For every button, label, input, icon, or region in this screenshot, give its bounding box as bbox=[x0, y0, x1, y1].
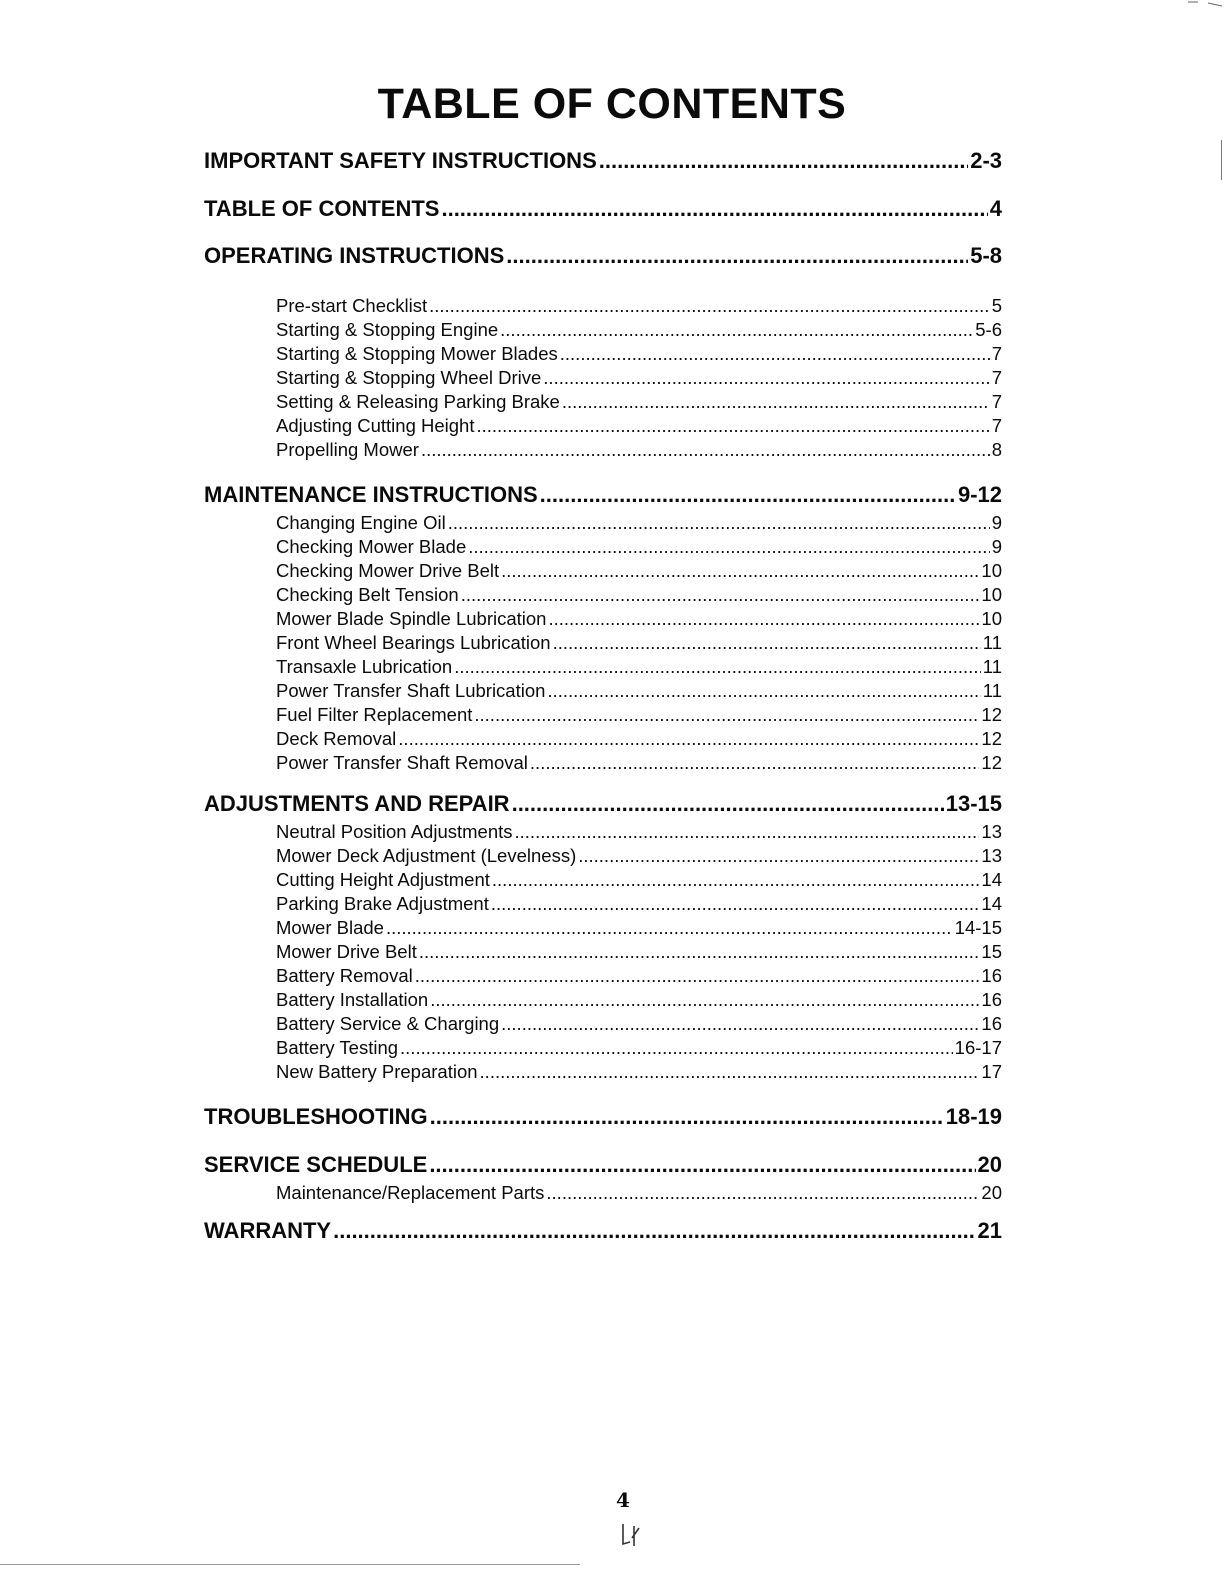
toc-entry-page: 10 bbox=[981, 560, 1002, 581]
dot-leader bbox=[512, 789, 944, 819]
toc-section bbox=[204, 241, 1002, 271]
toc-section-title: MAINTENANCE INSTRUCTIONS bbox=[204, 482, 538, 507]
toc-entry-page: 14-15 bbox=[954, 917, 1002, 938]
dot-leader bbox=[530, 751, 980, 775]
toc-entry-title: Starting & Stopping Engine bbox=[276, 319, 499, 340]
toc-entry bbox=[276, 988, 1002, 1012]
toc-section-title: IMPORTANT SAFETY INSTRUCTIONS bbox=[204, 148, 597, 173]
toc-entry-page: 7 bbox=[991, 343, 1002, 364]
dot-leader bbox=[562, 390, 990, 414]
toc-entry bbox=[276, 940, 1002, 964]
toc-entry bbox=[276, 511, 1002, 535]
toc-entry bbox=[276, 964, 1002, 988]
toc-entry-title: Checking Mower Blade bbox=[276, 536, 467, 557]
dot-leader bbox=[501, 559, 979, 583]
toc-entry-page: 16-17 bbox=[954, 1037, 1002, 1058]
toc-section-page: 4 bbox=[989, 196, 1002, 221]
dot-leader bbox=[430, 1102, 944, 1132]
toc-entry bbox=[276, 607, 1002, 631]
toc-entry bbox=[276, 294, 1002, 318]
toc-section bbox=[204, 1216, 1002, 1246]
dot-leader bbox=[560, 342, 990, 366]
toc-entry-page: 12 bbox=[981, 728, 1002, 749]
toc-entry-title: Mower Blade bbox=[276, 917, 384, 938]
toc-section-page: 2-3 bbox=[970, 148, 1002, 173]
toc-entry bbox=[276, 892, 1002, 916]
toc-entry bbox=[276, 366, 1002, 390]
toc-entry-title: Battery Installation bbox=[276, 989, 429, 1010]
toc-entry bbox=[276, 727, 1002, 751]
toc-entry-title: Battery Removal bbox=[276, 965, 413, 986]
toc-entry-title: Mower Blade Spindle Lubrication bbox=[276, 608, 547, 629]
toc-section bbox=[204, 1150, 1002, 1180]
toc-entry bbox=[276, 559, 1002, 583]
dot-leader bbox=[333, 1216, 975, 1246]
toc-entry-title: Power Transfer Shaft Removal bbox=[276, 752, 528, 773]
toc-section-title: SERVICE SCHEDULE bbox=[204, 1152, 428, 1177]
dot-leader bbox=[429, 1150, 975, 1180]
toc-entry bbox=[276, 655, 1002, 679]
toc-section-page: 13-15 bbox=[945, 791, 1002, 816]
toc-entry-title: Cutting Height Adjustment bbox=[276, 869, 490, 890]
toc-entry bbox=[276, 414, 1002, 438]
toc-entry-page: 20 bbox=[981, 1182, 1002, 1203]
toc-entry-page: 16 bbox=[981, 1013, 1002, 1034]
dot-leader bbox=[501, 1012, 979, 1036]
dot-leader bbox=[480, 1060, 980, 1084]
toc-section-page: 5-8 bbox=[970, 243, 1002, 268]
footer-page-number: 4 bbox=[616, 1488, 630, 1512]
dot-leader bbox=[553, 631, 981, 655]
dot-leader bbox=[429, 294, 990, 318]
toc-entry-title: Transaxle Lubrication bbox=[276, 656, 453, 677]
toc-entry-title: Setting & Releasing Parking Brake bbox=[276, 391, 560, 412]
toc-entry-page: 5-6 bbox=[975, 319, 1002, 340]
toc-entry-page: 16 bbox=[981, 989, 1002, 1010]
toc-entry bbox=[276, 535, 1002, 559]
toc-entry-page: 9 bbox=[991, 512, 1002, 533]
toc-entry bbox=[276, 438, 1002, 462]
toc-section-page: 18-19 bbox=[945, 1104, 1002, 1129]
dot-leader bbox=[448, 511, 990, 535]
toc-entry-page: 12 bbox=[981, 752, 1002, 773]
dot-leader bbox=[515, 820, 980, 844]
toc-entry bbox=[276, 631, 1002, 655]
toc-entry bbox=[276, 703, 1002, 727]
dot-leader bbox=[441, 194, 987, 224]
toc-entry-title: Power Transfer Shaft Lubrication bbox=[276, 680, 546, 701]
toc-entry-title: Checking Belt Tension bbox=[276, 584, 459, 605]
dot-leader bbox=[454, 655, 981, 679]
scan-edge-line bbox=[0, 1564, 580, 1565]
toc-section bbox=[204, 480, 1002, 510]
toc-entry-page: 14 bbox=[981, 869, 1002, 890]
toc-entry-page: 14 bbox=[981, 893, 1002, 914]
toc-entry-title: Propelling Mower bbox=[276, 439, 419, 460]
toc-entry-page: 7 bbox=[991, 367, 1002, 388]
dot-leader bbox=[415, 964, 980, 988]
toc-entry-title: Mower Drive Belt bbox=[276, 941, 417, 962]
toc-entry bbox=[276, 751, 1002, 775]
toc-entry bbox=[276, 820, 1002, 844]
toc-section bbox=[204, 194, 1002, 224]
toc-entry-page: 7 bbox=[991, 391, 1002, 412]
scan-corner-mark bbox=[1184, 0, 1224, 10]
toc-section-title: ADJUSTMENTS AND REPAIR bbox=[204, 791, 510, 816]
toc-section-title: OPERATING INSTRUCTIONS bbox=[204, 243, 505, 268]
toc-section-page: 21 bbox=[977, 1218, 1002, 1243]
toc-entry-page: 13 bbox=[981, 845, 1002, 866]
toc-entry bbox=[276, 1012, 1002, 1036]
toc-entry bbox=[276, 679, 1002, 703]
toc-entry-page: 11 bbox=[982, 632, 1002, 653]
dot-leader bbox=[419, 940, 980, 964]
toc-entry bbox=[276, 868, 1002, 892]
toc-entry-title: Pre-start Checklist bbox=[276, 295, 428, 316]
dot-leader bbox=[400, 1036, 953, 1060]
dot-leader bbox=[578, 844, 979, 868]
toc-section bbox=[204, 146, 1002, 176]
toc-entry-title: Deck Removal bbox=[276, 728, 397, 749]
dot-leader bbox=[548, 607, 979, 631]
toc-entry-page: 10 bbox=[981, 608, 1002, 629]
dot-leader bbox=[599, 146, 968, 176]
toc-entry-page: 5 bbox=[991, 295, 1002, 316]
page-title: TABLE OF CONTENTS bbox=[377, 80, 847, 128]
handwritten-mark bbox=[620, 1520, 644, 1550]
scan-edge-mark bbox=[1221, 140, 1222, 180]
dot-leader bbox=[546, 1181, 979, 1205]
toc-entry-page: 11 bbox=[982, 656, 1002, 677]
dot-leader bbox=[386, 916, 953, 940]
toc-entry bbox=[276, 916, 1002, 940]
toc-entry bbox=[276, 390, 1002, 414]
toc-entry-title: Maintenance/Replacement Parts bbox=[276, 1182, 545, 1203]
toc-entry-page: 11 bbox=[982, 680, 1002, 701]
toc-entry-title: Battery Service & Charging bbox=[276, 1013, 500, 1034]
toc-entry-title: Neutral Position Adjustments bbox=[276, 821, 513, 842]
toc-section-title: TABLE OF CONTENTS bbox=[204, 196, 440, 221]
toc-entry-page: 12 bbox=[981, 704, 1002, 725]
toc-entry bbox=[276, 342, 1002, 366]
dot-leader bbox=[476, 414, 989, 438]
toc-section-page: 20 bbox=[977, 1152, 1002, 1177]
dot-leader bbox=[547, 679, 980, 703]
dot-leader bbox=[506, 241, 968, 271]
dot-leader bbox=[421, 438, 990, 462]
toc-section-title: TROUBLESHOOTING bbox=[204, 1104, 428, 1129]
dot-leader bbox=[468, 535, 989, 559]
toc-entry bbox=[276, 1181, 1002, 1205]
toc-entry-title: Front Wheel Bearings Lubrication bbox=[276, 632, 551, 653]
dot-leader bbox=[540, 480, 956, 510]
toc-entry-title: Starting & Stopping Mower Blades bbox=[276, 343, 558, 364]
dot-leader bbox=[474, 703, 979, 727]
toc-entry-page: 17 bbox=[981, 1061, 1002, 1082]
toc-entry-page: 8 bbox=[991, 439, 1002, 460]
toc-entry-title: Mower Deck Adjustment (Levelness) bbox=[276, 845, 577, 866]
toc-entry bbox=[276, 318, 1002, 342]
toc-entry bbox=[276, 844, 1002, 868]
dot-leader bbox=[398, 727, 979, 751]
toc-entry-page: 15 bbox=[981, 941, 1002, 962]
toc-entry bbox=[276, 1060, 1002, 1084]
toc-section-title: WARRANTY bbox=[204, 1218, 332, 1243]
toc-entry-page: 9 bbox=[991, 536, 1002, 557]
toc-entry bbox=[276, 583, 1002, 607]
toc-section-page: 9-12 bbox=[957, 482, 1002, 507]
toc-entry-page: 16 bbox=[981, 965, 1002, 986]
toc-entry-title: New Battery Preparation bbox=[276, 1061, 478, 1082]
toc-entry-title: Parking Brake Adjustment bbox=[276, 893, 489, 914]
toc-entry-page: 10 bbox=[981, 584, 1002, 605]
toc-entry-title: Adjusting Cutting Height bbox=[276, 415, 475, 436]
dot-leader bbox=[500, 318, 973, 342]
toc-entry-title: Checking Mower Drive Belt bbox=[276, 560, 500, 581]
toc-entry-title: Battery Testing bbox=[276, 1037, 399, 1058]
dot-leader bbox=[430, 988, 979, 1012]
toc-entry-title: Changing Engine Oil bbox=[276, 512, 446, 533]
dot-leader bbox=[461, 583, 980, 607]
dot-leader bbox=[543, 366, 989, 390]
toc-section bbox=[204, 789, 1002, 819]
dot-leader bbox=[491, 892, 980, 916]
dot-leader bbox=[492, 868, 980, 892]
toc-entry-page: 7 bbox=[991, 415, 1002, 436]
toc-entry bbox=[276, 1036, 1002, 1060]
toc-entry-title: Starting & Stopping Wheel Drive bbox=[276, 367, 542, 388]
toc-entry-title: Fuel Filter Replacement bbox=[276, 704, 473, 725]
toc-section bbox=[204, 1102, 1002, 1132]
toc-entry-page: 13 bbox=[981, 821, 1002, 842]
